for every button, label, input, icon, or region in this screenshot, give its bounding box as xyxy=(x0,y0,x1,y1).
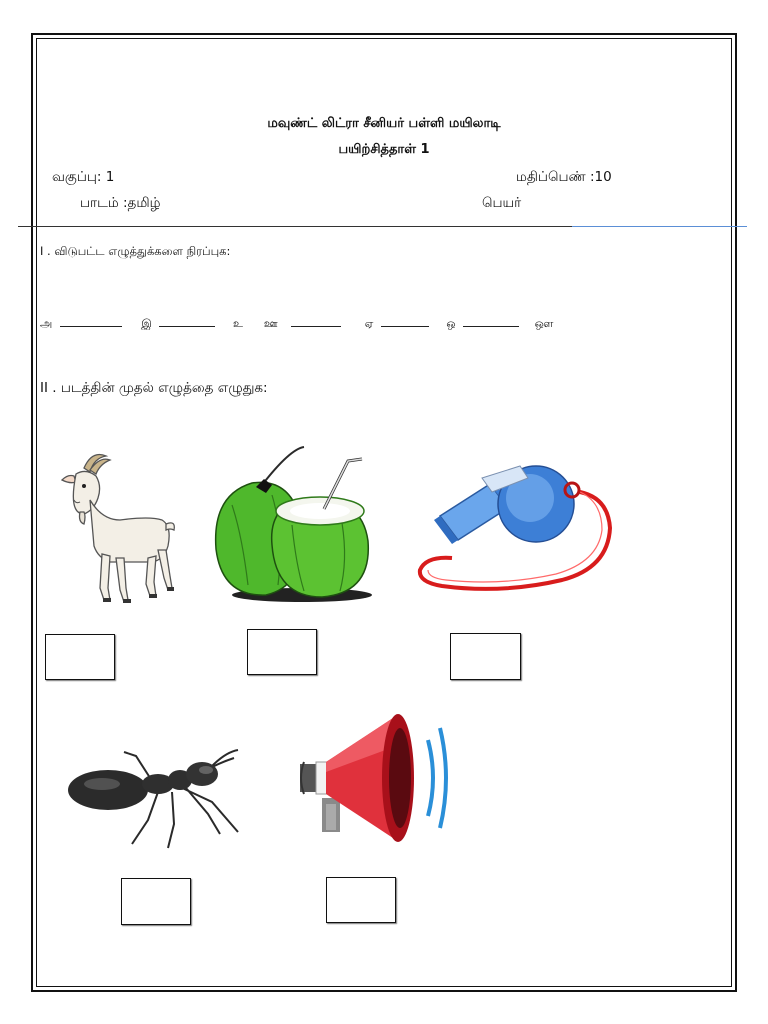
answer-box-whistle[interactable] xyxy=(450,633,521,680)
answer-box-coconut[interactable] xyxy=(247,629,317,675)
vowel-letter: ஊ xyxy=(263,317,278,330)
vowel-letter: ஔ xyxy=(534,317,554,330)
name-label: பெயர் xyxy=(482,195,522,211)
vowel-letter: உ xyxy=(232,317,243,330)
megaphone-icon xyxy=(296,706,454,854)
subject-label: பாடம் :தமிழ் xyxy=(80,195,161,211)
answer-box-megaphone[interactable] xyxy=(326,877,396,923)
sheet-title: பயிற்சித்தாள் 1 xyxy=(338,142,430,157)
vowel-letter: ஒ xyxy=(446,317,456,330)
section2-instruction: II . படத்தின் முதல் எழுத்தை எழுதுக: xyxy=(40,380,268,396)
header-divider xyxy=(18,226,572,227)
answer-box-goat[interactable] xyxy=(45,634,115,680)
goat-icon xyxy=(40,450,180,610)
section1-instruction: I . விடுபட்ட எழுத்துக்களை நிரப்புக: xyxy=(40,244,231,258)
marks-label: மதிப்பெண் :10 xyxy=(516,169,612,185)
vowel-letter: இ xyxy=(141,317,152,330)
class-label: வகுப்பு: 1 xyxy=(52,169,115,185)
school-name: மவுண்ட் லிட்ரா சீனியர் பள்ளி மயிலாடி xyxy=(267,116,501,131)
vowel-letter: அ xyxy=(40,317,53,330)
vowel-row xyxy=(40,316,553,332)
coconut-icon xyxy=(212,445,378,605)
vowel-blank[interactable] xyxy=(159,316,215,327)
vowel-blank[interactable] xyxy=(60,316,122,327)
ant-icon xyxy=(62,748,246,852)
vowel-blank[interactable] xyxy=(381,316,429,327)
vowel-blank[interactable] xyxy=(291,316,341,327)
whistle-icon xyxy=(412,458,618,602)
vowel-letter: ஏ xyxy=(364,317,374,330)
header-divider-blue xyxy=(572,226,747,227)
answer-box-ant[interactable] xyxy=(121,878,191,925)
vowel-blank[interactable] xyxy=(463,316,519,327)
